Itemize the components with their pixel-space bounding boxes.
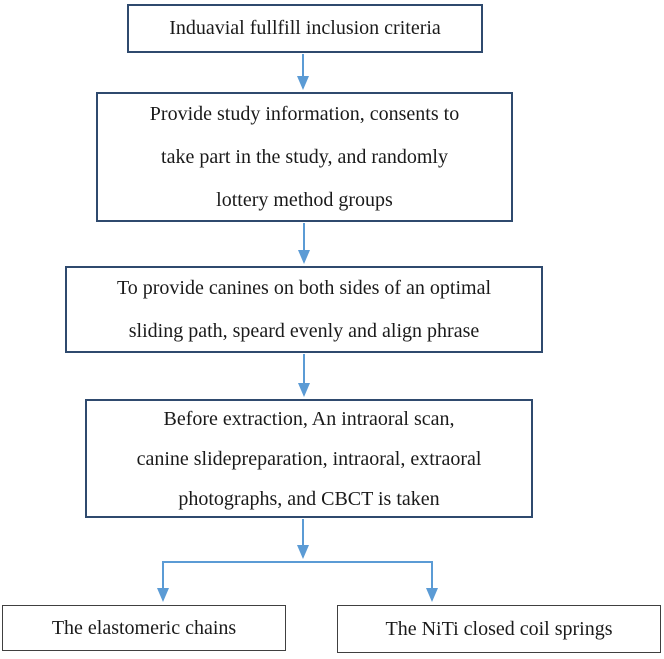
node-line: To provide canines on both sides of an optimal	[116, 276, 492, 299]
node-line: Induavial fullfill inclusion criteria	[169, 17, 441, 39]
node-line: The elastomeric chains	[51, 616, 237, 639]
node-inclusion-criteria	[127, 4, 483, 53]
node-elastomeric-chains	[2, 605, 286, 651]
node-line: Provide study information, consents to	[149, 102, 460, 125]
node-line: The NiTi closed coil springs	[385, 617, 613, 640]
node-line: Before extraction, An intraoral scan,	[163, 407, 455, 430]
node-niti-coil-springs	[337, 605, 661, 653]
node-line: take part in the study, and randomly	[161, 145, 448, 168]
node-study-information	[96, 92, 513, 222]
node-line: canine slidepreparation, intraoral, extraoral	[136, 447, 482, 470]
node-line: lottery method groups	[216, 188, 393, 211]
node-canines-sliding-path	[65, 266, 543, 353]
node-line: photographs, and CBCT is taken	[178, 487, 440, 510]
node-before-extraction-records	[85, 399, 533, 518]
node-line: sliding path, speard evenly and align phrase	[128, 319, 480, 342]
